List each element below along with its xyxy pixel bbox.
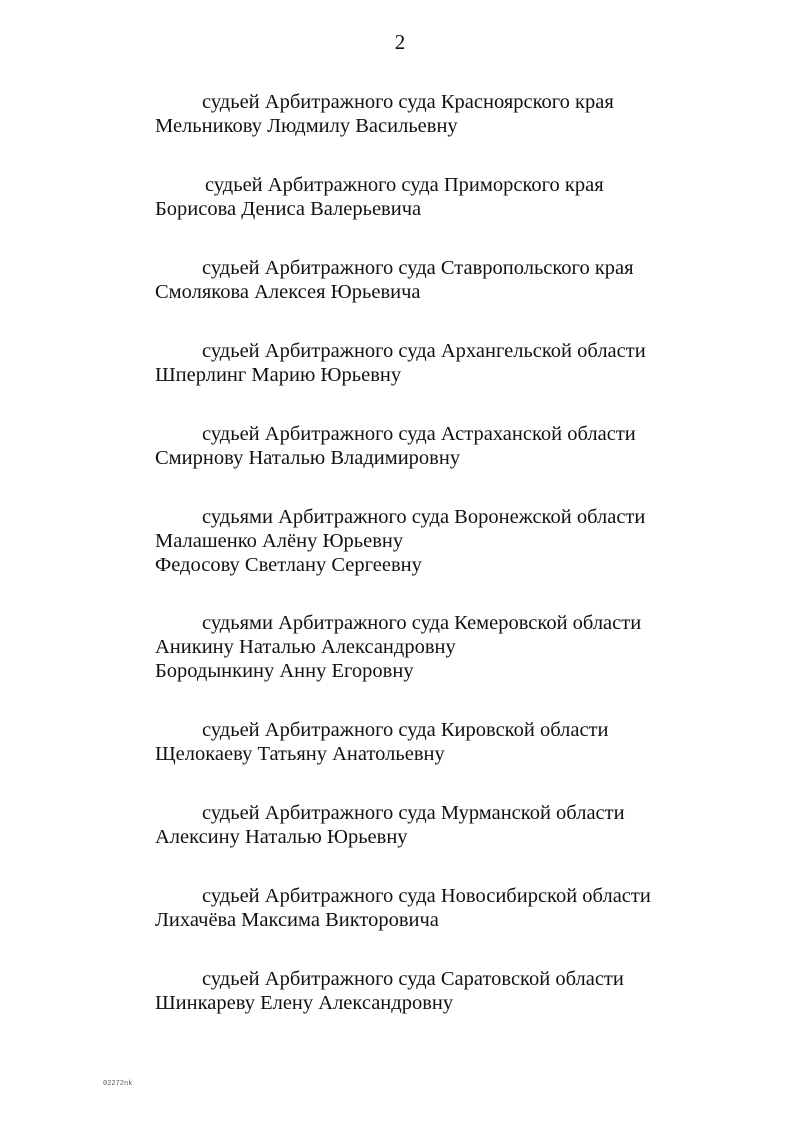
entry	[155, 967, 715, 1015]
judge-name: Малашенко Алёну Юрьевну	[155, 530, 404, 552]
entry	[155, 801, 715, 849]
entry	[155, 718, 715, 766]
entry	[155, 505, 715, 577]
entry	[155, 173, 715, 221]
judge-name: Смирнову Наталью Владимировну	[155, 447, 461, 469]
court-line: судьей Арбитражного суда Астраханской области	[202, 423, 636, 445]
entry	[155, 256, 715, 304]
entry	[155, 90, 715, 138]
court-line: судьей Арбитражного суда Приморского края	[205, 174, 604, 196]
court-line: судьей Арбитражного суда Ставропольского края	[202, 257, 634, 279]
court-line: судьей Арбитражного суда Архангельской области	[202, 340, 646, 362]
judge-name: Лихачёва Максима Викторовича	[155, 909, 439, 931]
judge-name: Аникину Наталью Александровну	[155, 636, 456, 658]
court-line: судьей Арбитражного суда Кировской области	[202, 719, 609, 741]
court-line: судьей Арбитражного суда Саратовской области	[202, 968, 624, 990]
judge-name: Алексину Наталью Юрьевну	[155, 826, 408, 848]
entry	[155, 339, 715, 387]
judge-name: Смолякова Алексея Юрьевича	[155, 281, 421, 303]
entry	[155, 884, 715, 932]
page-number: 2	[394, 30, 406, 54]
judge-name: Федосову Светлану Сергеевну	[155, 554, 422, 576]
judge-name: Щелокаеву Татьяну Анатольевну	[155, 743, 445, 765]
entry	[155, 611, 715, 683]
judge-name: Мельникову Людмилу Васильевну	[155, 115, 458, 137]
footer-document-code: 02272nk	[103, 1080, 133, 1088]
court-line: судьей Арбитражного суда Новосибирской области	[202, 885, 651, 907]
court-line: судьями Арбитражного суда Воронежской области	[202, 506, 646, 528]
entry	[155, 422, 715, 470]
judge-name: Борисова Дениса Валерьевича	[155, 198, 422, 220]
judge-name: Бородынкину Анну Егоровну	[155, 660, 414, 682]
court-line: судьями Арбитражного суда Кемеровской области	[202, 612, 642, 634]
court-line: судьей Арбитражного суда Мурманской области	[202, 802, 625, 824]
judge-name: Шинкареву Елену Александровну	[155, 992, 454, 1014]
judge-name: Шперлинг Марию Юрьевну	[155, 364, 402, 386]
court-line: судьей Арбитражного суда Красноярского края	[202, 91, 614, 113]
